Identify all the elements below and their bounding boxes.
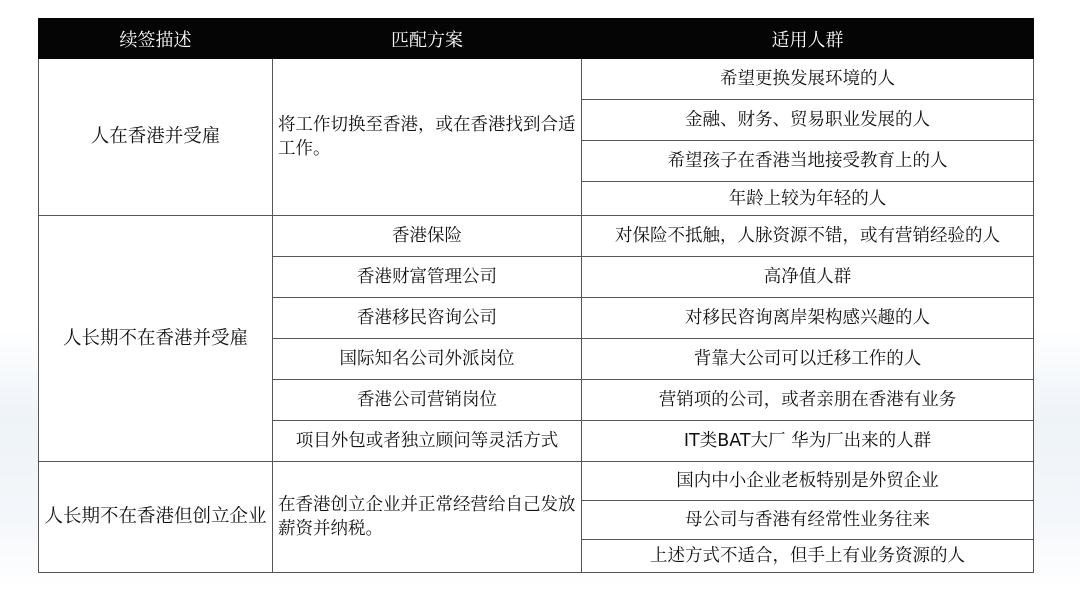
plan-cell: 项目外包或者独立顾问等灵活方式 <box>273 421 582 462</box>
audience-cell: 希望孩子在香港当地接受教育上的人 <box>582 141 1034 182</box>
table-container <box>38 18 1033 573</box>
plan-cell: 香港公司营销岗位 <box>273 380 582 421</box>
audience-cell: 对保险不抵触，人脉资源不错，或有营销经验的人 <box>582 216 1034 257</box>
group-description: 人长期不在香港并受雇 <box>39 216 273 462</box>
audience-cell: 希望更换发展环境的人 <box>582 59 1034 100</box>
audience-cell: 金融、财务、贸易职业发展的人 <box>582 100 1034 141</box>
audience-cell: 高净值人群 <box>582 257 1034 298</box>
visa-renewal-table <box>38 18 1034 573</box>
header-row <box>39 19 1034 59</box>
table-row <box>39 462 1034 501</box>
plan-cell: 香港财富管理公司 <box>273 257 582 298</box>
header-description: 续签描述 <box>39 19 273 59</box>
group-description: 人在香港并受雇 <box>39 59 273 216</box>
header-audience: 适用人群 <box>582 19 1034 59</box>
audience-cell: 国内中小企业老板特别是外贸企业 <box>582 462 1034 501</box>
audience-cell: 上述方式不适合，但手上有业务资源的人 <box>582 540 1034 573</box>
plan-cell: 香港保险 <box>273 216 582 257</box>
table-row <box>39 59 1034 100</box>
group-description: 人长期不在香港但创立企业 <box>39 462 273 573</box>
audience-cell: 对移民咨询离岸架构感兴趣的人 <box>582 298 1034 339</box>
group-plan: 将工作切换至香港，或在香港找到合适工作。 <box>273 59 582 216</box>
group-plan: 在香港创立企业并正常经营给自己发放薪资并纳税。 <box>273 462 582 573</box>
audience-cell: 背靠大公司可以迁移工作的人 <box>582 339 1034 380</box>
plan-cell: 国际知名公司外派岗位 <box>273 339 582 380</box>
audience-cell: 营销项的公司，或者亲朋在香港有业务 <box>582 380 1034 421</box>
table-row <box>39 216 1034 257</box>
header-plan: 匹配方案 <box>273 19 582 59</box>
plan-cell: 香港移民咨询公司 <box>273 298 582 339</box>
audience-cell: 母公司与香港有经常性业务往来 <box>582 501 1034 540</box>
audience-cell: IT类BAT大厂 华为厂出来的人群 <box>582 421 1034 462</box>
audience-cell: 年龄上较为年轻的人 <box>582 182 1034 216</box>
